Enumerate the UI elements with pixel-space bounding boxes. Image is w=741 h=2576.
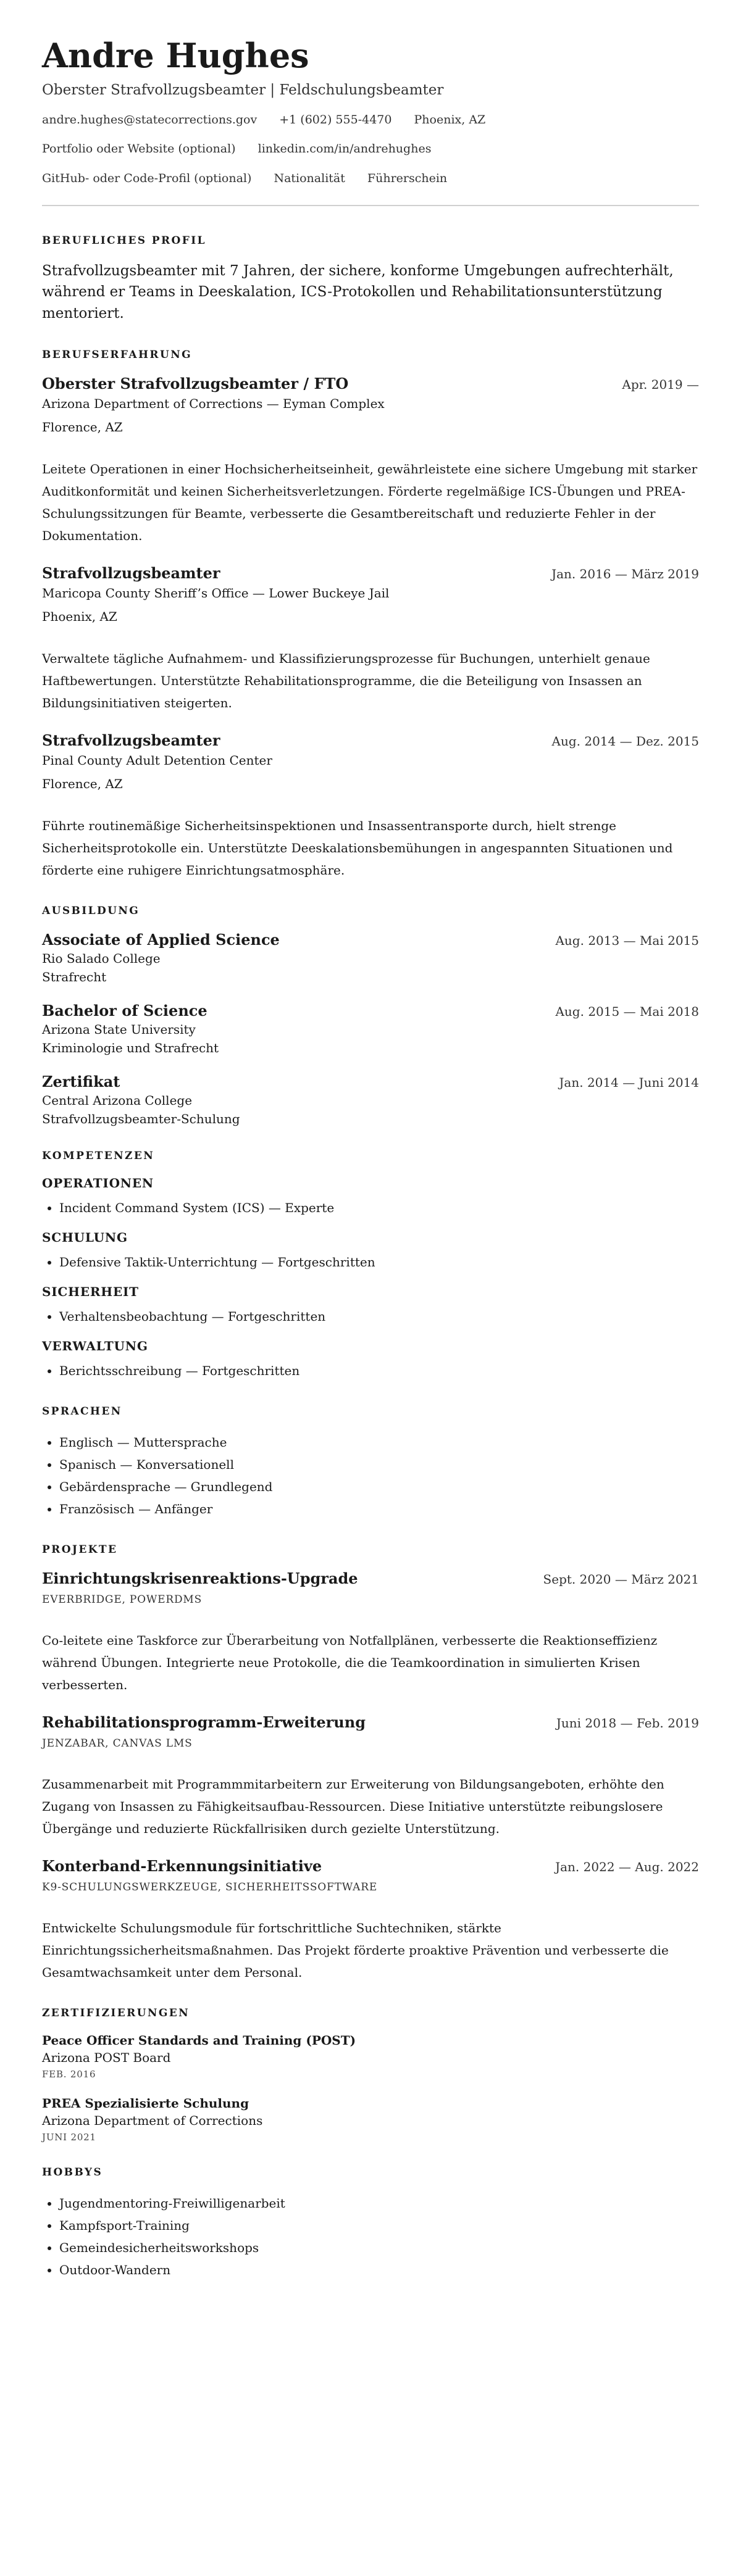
job-dates: Aug. 2014 — Dez. 2015 (551, 734, 699, 749)
project-tech: K9-SCHULUNGSWERKZEUGE, SICHERHEITSSOFTWARE (42, 1881, 378, 1894)
project-dates: Sept. 2020 — März 2021 (543, 1572, 699, 1587)
skill-list (42, 1360, 699, 1382)
linkedin-link[interactable]: linkedin.com/in/andrehughes (257, 142, 432, 156)
project-tech: JENZABAR, CANVAS LMS (42, 1737, 193, 1750)
section-title-hobbies: HOBBYS (42, 2166, 103, 2179)
education-section (42, 905, 699, 1126)
education-entry (42, 1073, 699, 1126)
project-description: Zusammenarbeit mit Programmmitarbeitern zur Erweiterung von Bildungsangeboten, erhöhte den Zugang von Insassen zu Fähigkeitsaufbau-Ressourcen. Diese Initiative unterstützte reibungslosere Übergänge und reduzierte Rückfallrisiken durch gezielte Unterstützung. (42, 1777, 664, 1837)
skill-item: • Verhaltensbeobachtung — Fortgeschritten (59, 1305, 699, 1327)
portfolio-label: Portfolio oder Website (optional) (42, 142, 236, 156)
section-title-experience: BERUFSERFAHRUNG (42, 349, 193, 362)
job-description: Führte routinemäßige Sicherheitsinspektionen und Insassentransporte durch, hielt strenge Sicherheitsprotokolle ein. Unterstützte Deeskalationsbemühungen in angespannten Situationen und förderte eine ruhigere Einrichtungsatmosphäre. (42, 818, 673, 878)
job-location: Phoenix, AZ (42, 609, 117, 625)
project-entry (42, 1713, 699, 1840)
job-employer: Pinal County Adult Detention Center (42, 753, 272, 768)
skill-category-title: VERWALTUNG (42, 1339, 148, 1354)
language-item: • Französisch — Anfänger (59, 1498, 699, 1520)
certification-issuer: Arizona Department of Corrections (42, 2113, 263, 2129)
hobby-list (42, 2192, 699, 2281)
hobby-item: • Kampfsport-Training (59, 2214, 699, 2237)
profile-section (42, 235, 699, 325)
license-label: Führerschein (367, 172, 448, 186)
skill-item: • Defensive Taktik-Unterrichtung — Fortgeschritten (59, 1251, 699, 1273)
certification-name: PREA Spezialisierte Schulung (42, 2096, 249, 2111)
language-item: • Englisch — Muttersprache (59, 1431, 699, 1453)
field-of-study: Strafvollzugsbeamter-Schulung (42, 1111, 240, 1127)
project-description: Co-leitete eine Taskforce zur Überarbeitung von Notfallplänen, verbesserte die Reaktionseffizienz während Übungen. Integrierte neue Protokolle, die die Teamkoordination in simulierten Krisen verbesserten. (42, 1633, 658, 1693)
section-title-projects: PROJEKTE (42, 1544, 118, 1556)
school-name: Arizona State University (42, 1022, 196, 1037)
job-title: Oberster Strafvollzugsbeamter / FTO (42, 375, 349, 393)
profile-summary: Strafvollzugsbeamter mit 7 Jahren, der sichere, konforme Umgebungen aufrechterhält, während er Teams in Deeskalation, ICS-Protokollen und Rehabilitationsunterstützung mentoriert. (42, 262, 674, 322)
section-title-skills: KOMPETENZEN (42, 1150, 155, 1163)
project-title: Konterband-Erkennungsinitiative (42, 1857, 322, 1876)
project-tech: EVERBRIDGE, POWERDMS (42, 1593, 203, 1606)
header-divider (42, 205, 699, 206)
degree-title: Zertifikat (42, 1073, 120, 1091)
job-location: Florence, AZ (42, 420, 123, 435)
project-entry (42, 1857, 699, 1984)
certifications-section (42, 2007, 699, 2143)
job-employer: Arizona Department of Corrections — Eyman Complex (42, 396, 385, 412)
education-entry (42, 931, 699, 984)
candidate-name: Andre Hughes (42, 36, 309, 75)
project-entry (42, 1569, 699, 1696)
hobbies-section (42, 2166, 699, 2281)
job-employer: Maricopa County Sheriff’s Office — Lower Buckeye Jail (42, 586, 390, 601)
hobby-item: • Gemeindesicherheitsworkshops (59, 2237, 699, 2259)
job-entry (42, 375, 699, 547)
contact-row-primary (42, 113, 699, 128)
job-location: Florence, AZ (42, 776, 123, 792)
certification-name: Peace Officer Standards and Training (POST) (42, 2033, 356, 2048)
skill-list (42, 1197, 699, 1219)
education-dates: Jan. 2014 — Juni 2014 (559, 1075, 699, 1091)
languages-section (42, 1405, 699, 1520)
github-label: GitHub- oder Code-Profil (optional) (42, 172, 252, 186)
section-title-profile: BERUFLICHES PROFIL (42, 234, 206, 247)
school-name: Rio Salado College (42, 951, 161, 966)
location-text: Phoenix, AZ (414, 112, 486, 127)
skill-category-title: SICHERHEIT (42, 1284, 139, 1300)
skills-section (42, 1150, 699, 1382)
phone-number: +1 (602) 555-4470 (279, 112, 392, 127)
job-title: Strafvollzugsbeamter (42, 564, 220, 583)
field-of-study: Strafrecht (42, 970, 107, 985)
section-title-languages: SPRACHEN (42, 1405, 122, 1418)
degree-title: Associate of Applied Science (42, 931, 280, 949)
nationality-label: Nationalität (274, 172, 345, 186)
job-description: Leitete Operationen in einer Hochsicherheitseinheit, gewährleistete eine sichere Umgebung mit starker Auditkonformität und keinen Sicherheitsverletzungen. Förderte regelmäßige ICS-Übungen und PREA-Schulungssitzungen für Beamte, verbesserte die Gesamtbereitschaft und reduzierte Fehler in der Dokumentation. (42, 462, 698, 544)
contact-row-extra (42, 172, 699, 186)
school-name: Central Arizona College (42, 1093, 193, 1108)
project-description: Entwickelte Schulungsmodule für fortschrittliche Suchtechniken, stärkte Einrichtungssicherheitsmaßnahmen. Das Projekt förderte proaktive Prävention und verbesserte die Gesamtwachsamkeit unter dem Personal. (42, 1921, 669, 1980)
job-title: Strafvollzugsbeamter (42, 731, 220, 750)
certification-entry (42, 2033, 699, 2080)
skill-category-title: SCHULUNG (42, 1230, 128, 1245)
job-headline: Oberster Strafvollzugsbeamter | Feldschulungsbeamter (42, 81, 444, 98)
education-entry (42, 1002, 699, 1055)
certification-date: FEB. 2016 (42, 2069, 96, 2080)
projects-section (42, 1544, 699, 1984)
language-list (42, 1431, 699, 1520)
contact-row-links (42, 142, 699, 157)
hobby-item: • Outdoor-Wandern (59, 2259, 699, 2281)
job-entry (42, 731, 699, 881)
job-dates: Apr. 2019 — (622, 377, 699, 393)
project-dates: Juni 2018 — Feb. 2019 (556, 1716, 699, 1731)
skill-list (42, 1251, 699, 1273)
job-description: Verwaltete tägliche Aufnahmem- und Klassifizierungsprozesse für Buchungen, unterhielt genaue Haftbewertungen. Unterstützte Rehabilitationsprogramme, die die Beteiligung von Insassen an Bildungsinitiativen steigerten. (42, 651, 650, 711)
experience-section (42, 349, 699, 881)
language-item: • Spanisch — Konversationell (59, 1453, 699, 1476)
project-title: Einrichtungskrisenreaktions-Upgrade (42, 1569, 358, 1588)
certification-entry (42, 2096, 699, 2143)
degree-title: Bachelor of Science (42, 1002, 207, 1020)
certification-date: JUNI 2021 (42, 2132, 96, 2143)
language-item: • Gebärdensprache — Grundlegend (59, 1476, 699, 1498)
certification-issuer: Arizona POST Board (42, 2050, 171, 2066)
section-title-certifications: ZERTIFIZIERUNGEN (42, 2007, 190, 2020)
skill-list (42, 1305, 699, 1327)
project-dates: Jan. 2022 — Aug. 2022 (555, 1859, 699, 1875)
section-title-education: AUSBILDUNG (42, 905, 140, 918)
job-entry (42, 564, 699, 714)
job-dates: Jan. 2016 — März 2019 (551, 567, 699, 582)
project-title: Rehabilitationsprogramm-Erweiterung (42, 1713, 366, 1732)
education-dates: Aug. 2013 — Mai 2015 (555, 933, 699, 949)
skill-item: • Incident Command System (ICS) — Experte (59, 1197, 699, 1219)
hobby-item: • Jugendmentoring-Freiwilligenarbeit (59, 2192, 699, 2214)
education-dates: Aug. 2015 — Mai 2018 (555, 1004, 699, 1020)
field-of-study: Kriminologie und Strafrecht (42, 1041, 219, 1056)
skill-category-title: OPERATIONEN (42, 1176, 154, 1191)
email-link[interactable]: andre.hughes@statecorrections.gov (42, 112, 257, 127)
skill-item: • Berichtsschreibung — Fortgeschritten (59, 1360, 699, 1382)
